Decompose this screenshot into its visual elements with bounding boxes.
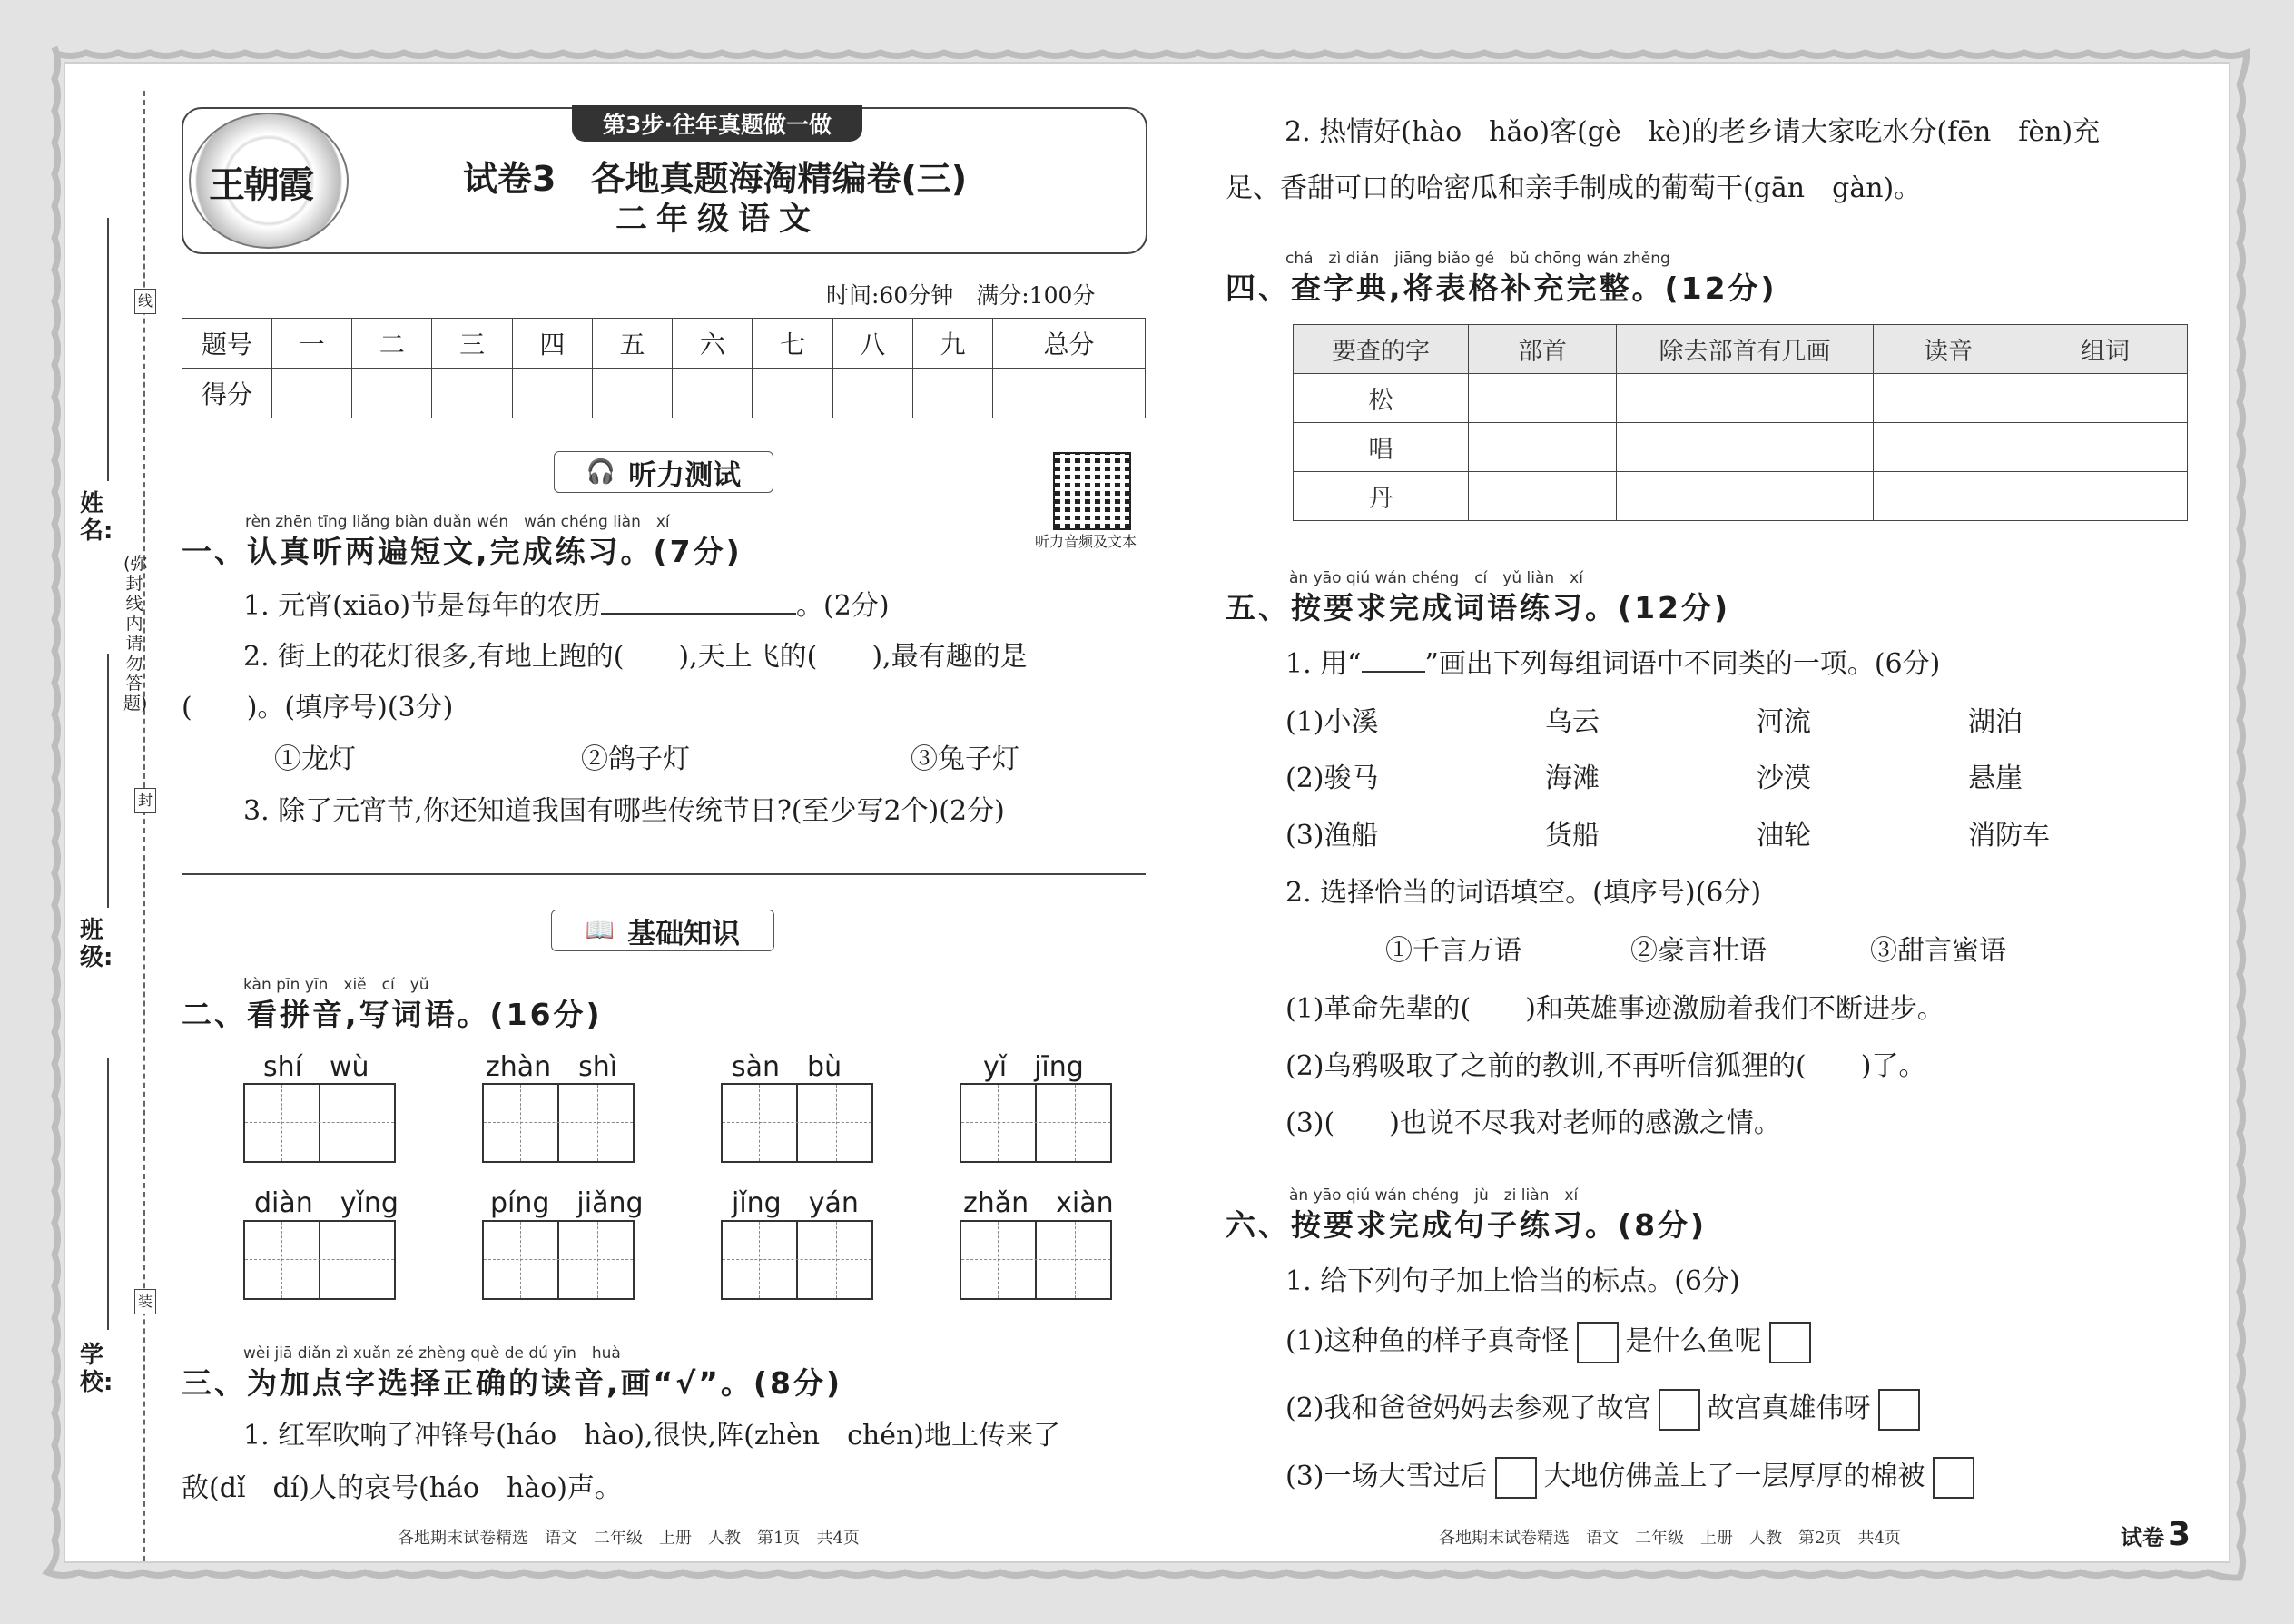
score-header: 八 <box>832 319 912 369</box>
score-header: 六 <box>673 319 753 369</box>
class-label: 班级: <box>80 917 113 971</box>
dict-header: 要查的字 <box>1294 325 1469 374</box>
dict-char: 丹 <box>1294 472 1469 521</box>
dict-cell[interactable] <box>1617 472 1874 521</box>
q1-item1-text: 1. 元宵(xiāo)节是每年的农历 <box>243 590 602 622</box>
punctuation-box[interactable] <box>1495 1457 1537 1499</box>
name-label: 姓名: <box>80 490 113 545</box>
punctuation-box[interactable] <box>1878 1389 1920 1431</box>
q5-word[interactable]: 乌云 <box>1545 706 1600 738</box>
paper-title: 试卷3 各地真题海淘精编卷(三) <box>463 159 968 199</box>
dict-cell[interactable] <box>2023 374 2188 423</box>
dict-cell[interactable] <box>2023 423 2188 472</box>
q2-pinyin-word: diàn yǐng <box>254 1187 399 1219</box>
book-icon: 📖 <box>585 917 615 944</box>
dict-char: 唱 <box>1294 423 1469 472</box>
q1-option: ③兔子灯 <box>911 743 1019 775</box>
score-cell[interactable] <box>673 369 753 418</box>
school-label: 学校: <box>80 1342 113 1396</box>
q1-item2-line2: ( )。(填序号)(3分) <box>182 692 454 723</box>
q2-pinyin-word: zhǎn xiàn <box>963 1187 1114 1219</box>
score-label: 得分 <box>182 369 272 418</box>
punctuation-box[interactable] <box>1933 1457 1974 1499</box>
score-table <box>182 318 1146 418</box>
q6-sentence-text: (3)一场大雪过后 <box>1285 1461 1488 1492</box>
q6-heading: 六、按要求完成句子练习。(8分) <box>1226 1207 1708 1243</box>
dict-header: 部首 <box>1469 325 1617 374</box>
writing-grid[interactable] <box>721 1220 873 1300</box>
score-cell[interactable] <box>352 369 432 418</box>
q3-line2: 敌(dǐ dí)人的哀号(háo hào)声。 <box>182 1472 622 1504</box>
q5-item1-text: 1. 用“ <box>1285 648 1362 680</box>
q5-word[interactable]: 沙漠 <box>1757 763 1811 794</box>
writing-grid[interactable] <box>721 1083 873 1163</box>
q1-item1-blank[interactable] <box>601 613 796 615</box>
q6-sentence-text: 大地仿佛盖上了一层厚厚的棉被 <box>1543 1461 1925 1492</box>
q5-option: ①千言万语 <box>1385 935 1521 967</box>
q5-fill[interactable]: (1)革命先辈的( )和英雄事迹激励着我们不断进步。 <box>1285 993 1944 1025</box>
q5-pinyin: àn yāo qiú wán chéng cí yǔ liàn xí <box>1289 569 1583 587</box>
score-cell[interactable] <box>753 369 832 418</box>
binding-mark-bind: 装 <box>134 1289 156 1314</box>
q5-option: ②豪言壮语 <box>1630 935 1767 967</box>
q6-sentence <box>1285 1385 1927 1431</box>
dict-cell[interactable] <box>1874 374 2023 423</box>
punctuation-box[interactable] <box>1659 1389 1700 1431</box>
writing-grid[interactable] <box>960 1083 1112 1163</box>
q2-pinyin-word: píng jiǎng <box>490 1187 644 1219</box>
dict-cell[interactable] <box>1469 374 1617 423</box>
section-basics-label: 基础知识 <box>627 917 741 950</box>
q4-heading: 四、查字典,将表格补充完整。(12分) <box>1226 271 1777 306</box>
q2-heading: 二、看拼音,写词语。(16分) <box>182 997 603 1032</box>
score-cell[interactable] <box>832 369 912 418</box>
q2-pinyin-word: jǐng yán <box>732 1187 859 1219</box>
logo-text: 王朝霞 <box>209 163 312 206</box>
q2-pinyin-word: zhàn shì <box>486 1051 618 1083</box>
q6-sentence-text: (1)这种鱼的样子真奇怪 <box>1285 1325 1570 1357</box>
binding-warning: (弥封线内请勿答题) <box>123 554 148 714</box>
q2-pinyin: kàn pīn yīn xiě cí yǔ <box>243 976 429 994</box>
score-header: 九 <box>912 319 992 369</box>
class-line[interactable] <box>107 654 109 908</box>
q5-fill[interactable]: (3)( )也说不尽我对老师的感激之情。 <box>1285 1107 1781 1139</box>
score-header: 总分 <box>993 319 1146 369</box>
footer-left: 各地期末试卷精选 语文 二年级 上册 人教 第1页 共4页 <box>398 1529 860 1548</box>
q5-item2: 2. 选择恰当的词语填空。(填序号)(6分) <box>1285 877 1762 909</box>
step-badge: 第3步·往年真题做一做 <box>572 105 862 142</box>
dict-header: 除去部首有几画 <box>1617 325 1874 374</box>
q5-word[interactable]: 海滩 <box>1545 763 1600 794</box>
score-cell[interactable] <box>993 369 1146 418</box>
q1-heading: 一、认真听两遍短文,完成练习。(7分) <box>182 534 743 569</box>
q5-option: ③甜言蜜语 <box>1870 935 2006 967</box>
q6-sentence-text: 是什么鱼呢 <box>1625 1325 1762 1357</box>
qr-code-icon[interactable] <box>1053 452 1131 530</box>
q3-line1: 1. 红军吹响了冲锋号(háo hào),很快,阵(zhèn chén)地上传来了 <box>243 1420 1060 1452</box>
dict-cell[interactable] <box>1617 374 1874 423</box>
q3-line3: 2. 热情好(hào hǎo)客(gè kè)的老乡请大家吃水分(fēn fèn)充 <box>1285 116 2101 148</box>
q3-line4: 足、香甜可口的哈密瓜和亲手制成的葡萄干(gān gàn)。 <box>1226 172 1922 204</box>
q5-item1-text: ”画出下列每组词语中不同类的一项。(6分) <box>1424 648 1941 680</box>
q3-heading: 三、为加点字选择正确的读音,画“√”。(8分) <box>182 1365 843 1401</box>
q2-pinyin-word: shí wù <box>263 1051 369 1083</box>
q5-fill[interactable]: (2)乌鸦吸取了之前的教训,不再听信狐狸的( )了。 <box>1285 1050 1926 1082</box>
writing-grid[interactable] <box>482 1220 635 1300</box>
dictionary-table <box>1293 324 2188 521</box>
score-header: 题号 <box>182 319 272 369</box>
q1-option: ②鸽子灯 <box>581 743 690 775</box>
q1-item1-points: 。(2分) <box>796 590 890 622</box>
dict-header: 读音 <box>1874 325 2023 374</box>
divider <box>182 873 1146 875</box>
dict-cell[interactable] <box>1874 472 2023 521</box>
score-cell[interactable] <box>512 369 592 418</box>
q6-sentence <box>1285 1318 1818 1363</box>
time-info: 时间:60分钟 满分:100分 <box>826 282 1096 309</box>
q5-underline-sample <box>1362 671 1425 673</box>
q5-word[interactable]: (1)小溪 <box>1285 706 1379 738</box>
writing-grid[interactable] <box>960 1220 1112 1300</box>
q5-word[interactable]: 货船 <box>1545 820 1600 851</box>
paper-label: 试卷 <box>2121 1525 2164 1550</box>
q6-sentence-text: (2)我和爸爸妈妈去参观了故宫 <box>1285 1393 1651 1424</box>
binding-mark-seal: 封 <box>134 788 156 813</box>
q5-heading: 五、按要求完成词语练习。(12分) <box>1226 590 1731 625</box>
qr-caption: 听力音频及文本 <box>1035 533 1137 550</box>
q1-item3: 3. 除了元宵节,你还知道我国有哪些传统节日?(至少写2个)(2分) <box>243 795 1005 827</box>
footer-right: 各地期末试卷精选 语文 二年级 上册 人教 第2页 共4页 <box>1439 1529 1901 1548</box>
q1-item2-line1: 2. 街上的花灯很多,有地上跑的( ),天上飞的( ),最有趣的是 <box>243 641 1028 673</box>
paper-subtitle: 二年级语文 <box>615 202 821 238</box>
q5-word[interactable]: (2)骏马 <box>1285 763 1379 794</box>
score-cell[interactable] <box>592 369 672 418</box>
section-listening <box>554 451 773 493</box>
q1-item1 <box>243 583 890 623</box>
section-basics <box>551 910 774 951</box>
binding-mark-line: 线 <box>134 289 156 314</box>
q5-item1 <box>1285 641 1940 681</box>
q5-word[interactable]: 湖泊 <box>1968 706 2023 738</box>
q6-sentence <box>1285 1453 1982 1499</box>
dict-header: 组词 <box>2023 325 2188 374</box>
score-cell[interactable] <box>912 369 992 418</box>
score-header: 二 <box>352 319 432 369</box>
score-header: 七 <box>753 319 832 369</box>
score-header: 三 <box>432 319 512 369</box>
writing-grid[interactable] <box>243 1083 396 1163</box>
dict-cell[interactable] <box>2023 472 2188 521</box>
q2-pinyin-word: yǐ jīng <box>983 1051 1084 1083</box>
punctuation-box[interactable] <box>1577 1322 1619 1363</box>
q5-word[interactable]: 消防车 <box>1968 820 2050 851</box>
q6-sentence-text: 故宫真雄伟呀 <box>1707 1393 1871 1424</box>
writing-grid[interactable] <box>243 1220 396 1300</box>
section-listening-label: 听力测试 <box>628 458 742 492</box>
score-cell[interactable] <box>272 369 352 418</box>
q2-pinyin-word: sàn bù <box>732 1051 842 1083</box>
q4-pinyin: chá zì diǎn jiāng biǎo gé bǔ chōng wán zhěng <box>1285 250 1670 268</box>
dict-cell[interactable] <box>1469 423 1617 472</box>
paper-number: 3 <box>2168 1516 2191 1553</box>
dict-cell[interactable] <box>1617 423 1874 472</box>
score-header: 四 <box>512 319 592 369</box>
score-cell[interactable] <box>432 369 512 418</box>
q1-option: ①龙灯 <box>274 743 356 775</box>
q5-word[interactable]: 河流 <box>1757 706 1811 738</box>
q5-word[interactable]: 悬崖 <box>1968 763 2023 794</box>
q5-word[interactable]: 油轮 <box>1757 820 1811 851</box>
q6-pinyin: àn yāo qiú wán chéng jù zi liàn xí <box>1289 1186 1579 1205</box>
q6-item1: 1. 给下列句子加上恰当的标点。(6分) <box>1285 1265 1740 1297</box>
headphones-icon: 🎧 <box>586 458 616 486</box>
dict-char: 松 <box>1294 374 1469 423</box>
punctuation-box[interactable] <box>1769 1322 1811 1363</box>
q1-pinyin: rèn zhēn tīng liǎng biàn duǎn wén wán chéng liàn xí <box>245 513 670 531</box>
school-line[interactable] <box>107 1058 109 1330</box>
q5-word[interactable]: (3)渔船 <box>1285 820 1379 851</box>
paper-number-badge <box>2121 1516 2191 1553</box>
dict-cell[interactable] <box>1874 423 2023 472</box>
score-header: 一 <box>272 319 352 369</box>
score-header: 五 <box>592 319 672 369</box>
name-line[interactable] <box>107 218 109 481</box>
dict-cell[interactable] <box>1469 472 1617 521</box>
q3-pinyin: wèi jiā diǎn zì xuǎn zé zhèng què de dú yīn huà <box>243 1344 621 1363</box>
writing-grid[interactable] <box>482 1083 635 1163</box>
